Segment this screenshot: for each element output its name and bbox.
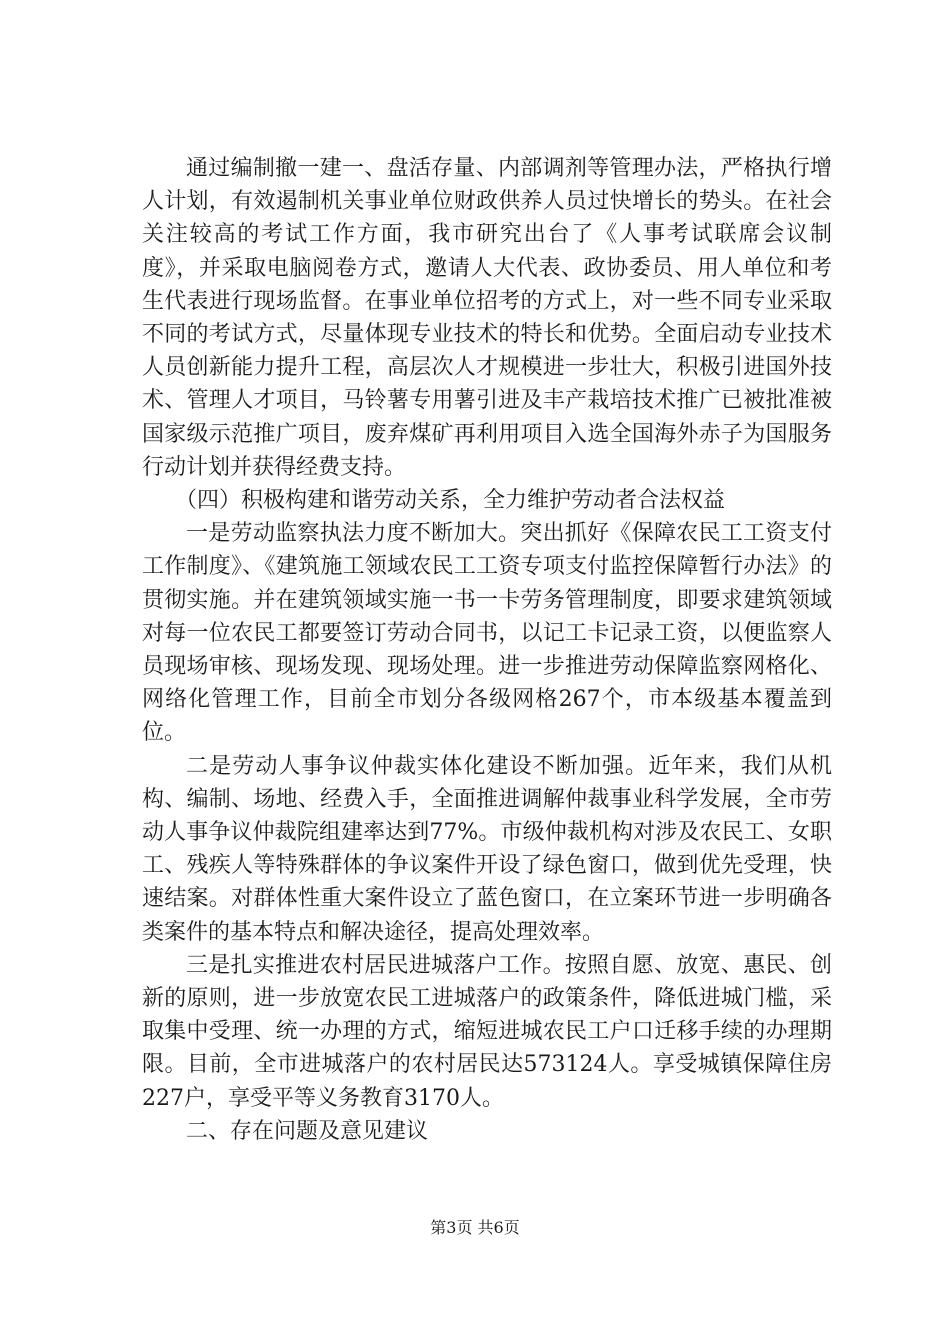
section-heading-problems: 二、存在问题及意见建议 [186, 1118, 429, 1144]
paragraph-arbitration: 二是劳动人事争议仲裁实体化建设不断加强。近年来，我们从机构、编制、场地、经费入手，全面推进调解仲裁事业科学发展，全市劳动人事争议仲裁院组建率达到77%。市级仲裁机构对涉及农民工、女职工、残疾人等特殊群体的争议案件开设了绿色窗口，做到优先受理，快速结案。对群体性重大案件设立了蓝色窗口，在立案环节进一步明确各类案件的基本特点和解决途径，提高处理效率。 [142, 753, 832, 945]
paragraph-urban-settlement: 三是扎实推进农村居民进城落户工作。按照自愿、放宽、惠民、创新的原则，进一步放宽农民工进城落户的政策条件，降低进城门槛，采取集中受理、统一办理的方式，缩短进城农民工户口迁移手续的办理期限。目前，全市进城落户的农村居民达573124人。享受城镇保障住房227户，享受平等义务教育3170人。 [142, 952, 832, 1111]
paragraph-labor-inspection: 一是劳动监察执法力度不断加大。突出抓好《保障农民工工资支付工作制度》、《建筑施工领域农民工工资专项支付监控保障暂行办法》的贯彻实施。并在建筑领域实施一书一卡劳务管理制度，即要求建筑领域对每一位农民工都要签订劳动合同书，以记工卡记录工资，以便监察人员现场审核、现场发现、现场处理。进一步推进劳动保障监察网格化、网络化管理工作，目前全市划分各级网格267个，市本级基本覆盖到位。 [142, 521, 832, 746]
section-heading-labor-relations: （四）积极构建和谐劳动关系，全力维护劳动者合法权益 [175, 488, 726, 514]
page-number-footer: 第3页 共6页 [430, 1218, 520, 1237]
paragraph-personnel-control: 通过编制撤一建一、盘活存量、内部调剂等管理办法，严格执行增人计划，有效遏制机关事业单位财政供养人员过快增长的势头。在社会关注较高的考试工作方面，我市研究出台了《人事考试联席会议制度》，并采取电脑阅卷方式，邀请人大代表、政协委员、用人单位和考生代表进行现场监督。在事业单位招考的方式上，对一些不同专业采取不同的考试方式，尽量体现专业技术的特长和优势。全面启动专业技术人员创新能力提升工程，高层次人才规模进一步壮大，积极引进国外技术、管理人才项目，马铃薯专用薯引进及丰产栽培技术推广已被批准被国家级示范推广项目，废弃煤矿再利用项目入选全国海外赤子为国服务行动计划并获得经费支持。 [142, 156, 832, 480]
document-body [142, 152, 832, 1148]
